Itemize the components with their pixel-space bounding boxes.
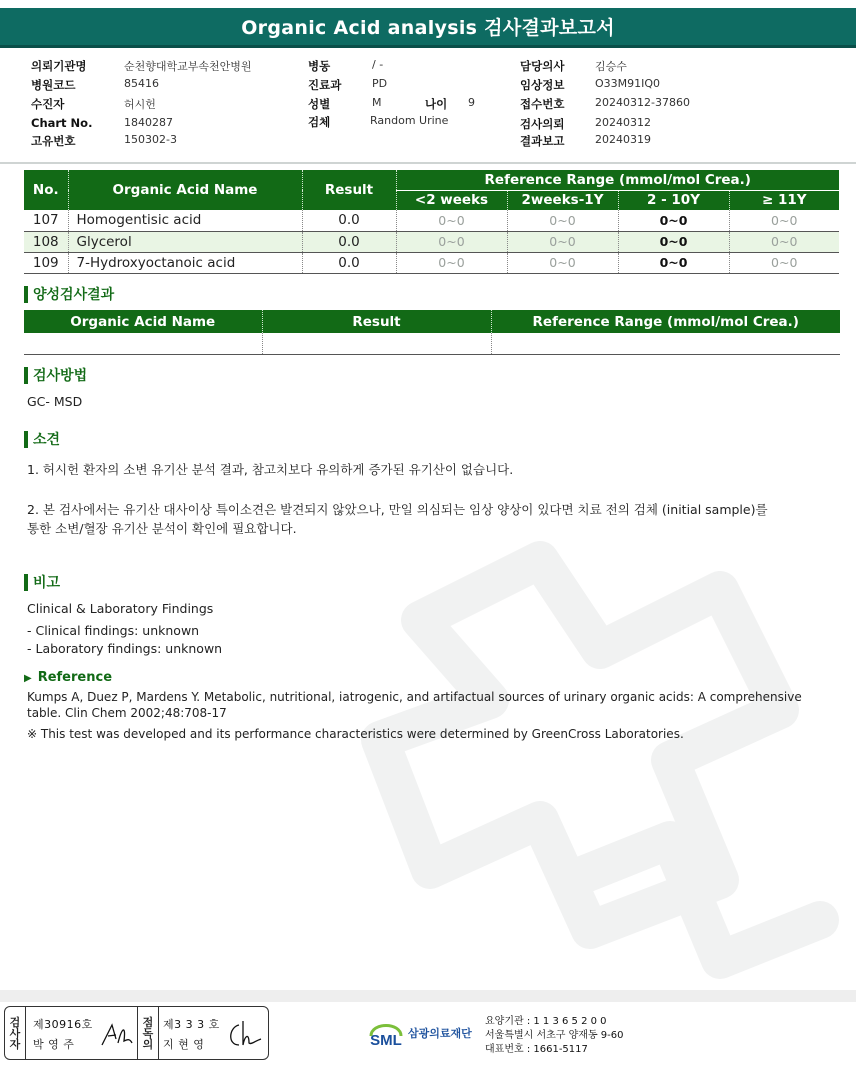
info-value: M <box>372 96 382 109</box>
header-ref-range: Reference Range (mmol/mol Crea.) <box>396 170 839 190</box>
table-row <box>24 333 840 354</box>
row-range: 0~0 <box>396 210 507 231</box>
findings-line: 통한 소변/혈장 유기산 분석이 확인에 필요합니다. <box>27 521 297 536</box>
info-label: 진료과 <box>308 78 342 92</box>
header-age-4: ≥ 11Y <box>729 190 839 210</box>
info-value: O33M91IQ0 <box>595 77 661 90</box>
doctor-signature <box>225 1019 265 1051</box>
table-row <box>24 231 839 252</box>
tester-name: 박 영 주 <box>33 1038 75 1051</box>
method-text: GC- MSD <box>27 394 83 409</box>
table-row <box>24 210 839 231</box>
row-range: 0~0 <box>618 210 729 231</box>
row-no: 108 <box>24 231 68 252</box>
disclaimer-note: ※ This test was developed and its performance characteristics were determined by GreenCross Laboratories. <box>27 727 684 741</box>
info-label: 병원코드 <box>31 78 76 92</box>
row-name: Glycerol <box>68 231 302 252</box>
doctor-license: 제3 3 3 호 <box>163 1018 220 1031</box>
divider <box>0 162 856 164</box>
positive-header-name: Organic Acid Name <box>24 310 262 333</box>
section-remarks-heading <box>24 572 60 592</box>
row-result: 0.0 <box>302 210 396 231</box>
org-phone: 대표번호 : 1661-5117 <box>485 1044 588 1055</box>
row-result: 0.0 <box>302 231 396 252</box>
info-value: 김승수 <box>595 60 627 73</box>
row-name: 7-Hydroxyoctanoic acid <box>68 252 302 273</box>
header-age-2: 2weeks-1Y <box>507 190 618 210</box>
info-value: Random Urine <box>370 114 449 127</box>
row-range: 0~0 <box>729 231 839 252</box>
section-title: 양성검사결과 <box>33 287 115 303</box>
svg-text:SML: SML <box>370 1032 402 1049</box>
row-range: 0~0 <box>396 252 507 273</box>
section-title: 소견 <box>33 432 61 448</box>
org-name: 삼광의료재단 <box>408 1027 472 1040</box>
info-label: 검사의뢰 <box>520 117 565 131</box>
info-label: 의뢰기관명 <box>31 59 87 73</box>
remarks-line: - Clinical findings: unknown <box>27 623 200 638</box>
section-marker <box>24 574 28 591</box>
row-range: 0~0 <box>507 231 618 252</box>
row-range: 0~0 <box>396 231 507 252</box>
info-value: 순천향대학교부속천안병원 <box>124 60 252 73</box>
row-range: 0~0 <box>507 252 618 273</box>
doctor-label: 점 독 의 <box>142 1015 154 1051</box>
tester-license: 제30916호 <box>33 1018 93 1031</box>
info-value: 1840287 <box>124 116 173 129</box>
info-label: 수진자 <box>31 97 65 111</box>
section-findings-heading <box>24 429 60 449</box>
tester-label: 검 사 자 <box>9 1015 21 1051</box>
info-label: 성별 <box>308 97 331 111</box>
section-marker <box>24 431 28 448</box>
header-result: Result <box>302 170 396 210</box>
positive-table <box>24 310 840 355</box>
row-result: 0.0 <box>302 252 396 273</box>
row-no: 109 <box>24 252 68 273</box>
row-no: 107 <box>24 210 68 231</box>
info-label: 검체 <box>308 115 331 129</box>
row-range: 0~0 <box>729 210 839 231</box>
signature-box <box>4 1006 269 1060</box>
info-value: 9 <box>468 96 475 109</box>
results-table <box>24 170 839 274</box>
info-label: 결과보고 <box>520 134 565 148</box>
info-label: 접수번호 <box>520 97 565 111</box>
info-label: Chart No. <box>31 116 93 130</box>
section-marker <box>24 367 28 384</box>
info-value: 20240312 <box>595 116 651 129</box>
header-age-3: 2 - 10Y <box>618 190 729 210</box>
reference-text: Kumps A, Duez P, Mardens Y. Metabolic, nutritional, iatrogenic, and artifactual sources of urinary organic acids: A comprehensive table. Clin Chem 2002;48:708-17 <box>27 690 802 720</box>
info-label: 고유번호 <box>31 134 76 148</box>
tester-signature <box>100 1021 134 1049</box>
info-value: / - <box>372 58 384 71</box>
org-code: 요양기관 : 1 1 3 6 5 2 0 0 <box>485 1016 607 1027</box>
header-age-1: <2 weeks <box>396 190 507 210</box>
info-label: 담당의사 <box>520 59 565 73</box>
findings-line: 1. 허시헌 환자의 소변 유기산 분석 결과, 참고치보다 유의하게 증가된 유기산이 없습니다. <box>27 462 514 477</box>
triangle-icon: ▶ <box>24 673 32 684</box>
header-no: No. <box>24 170 68 210</box>
section-positive-heading <box>24 284 114 304</box>
patient-info <box>0 56 856 156</box>
info-value: 20240312-37860 <box>595 96 690 109</box>
section-title: 비고 <box>33 575 61 591</box>
sml-logo <box>365 1014 407 1050</box>
row-range: 0~0 <box>618 231 729 252</box>
section-marker <box>24 286 28 303</box>
org-street: 서울특별시 서초구 양재동 9-60 <box>485 1030 624 1041</box>
remarks-line: Clinical & Laboratory Findings <box>27 601 214 616</box>
header-name: Organic Acid Name <box>68 170 302 210</box>
row-range: 0~0 <box>729 252 839 273</box>
doctor-name: 지 현 영 <box>163 1038 205 1051</box>
info-label: 병동 <box>308 59 331 73</box>
report-title-bar <box>0 8 856 48</box>
positive-header-result: Result <box>262 310 491 333</box>
row-name: Homogentisic acid <box>68 210 302 231</box>
info-label: 임상정보 <box>520 78 565 92</box>
reference-title: Reference <box>37 670 113 685</box>
report-title: Organic Acid analysis 검사결과보고서 <box>241 17 615 39</box>
info-value: 허시헌 <box>124 98 156 111</box>
section-title: 검사방법 <box>33 368 88 384</box>
remarks-line: - Laboratory findings: unknown <box>27 641 223 656</box>
info-value: 85416 <box>124 77 159 90</box>
org-address <box>485 1015 624 1057</box>
positive-header-ref: Reference Range (mmol/mol Crea.) <box>491 310 840 333</box>
footer-band <box>0 990 856 1002</box>
info-value: PD <box>372 77 388 90</box>
findings-line: 2. 본 검사에서는 유기산 대사이상 특이소견은 발견되지 않았으나, 만일 의심되는 임상 양상이 있다면 치료 전의 검체 (initial sample)를 <box>27 502 768 517</box>
info-label: 나이 <box>425 97 448 111</box>
table-row <box>24 252 839 273</box>
row-range: 0~0 <box>618 252 729 273</box>
row-range: 0~0 <box>507 210 618 231</box>
reference-heading <box>24 670 112 685</box>
info-value: 150302-3 <box>124 133 177 146</box>
section-method-heading <box>24 365 87 385</box>
info-value: 20240319 <box>595 133 651 146</box>
